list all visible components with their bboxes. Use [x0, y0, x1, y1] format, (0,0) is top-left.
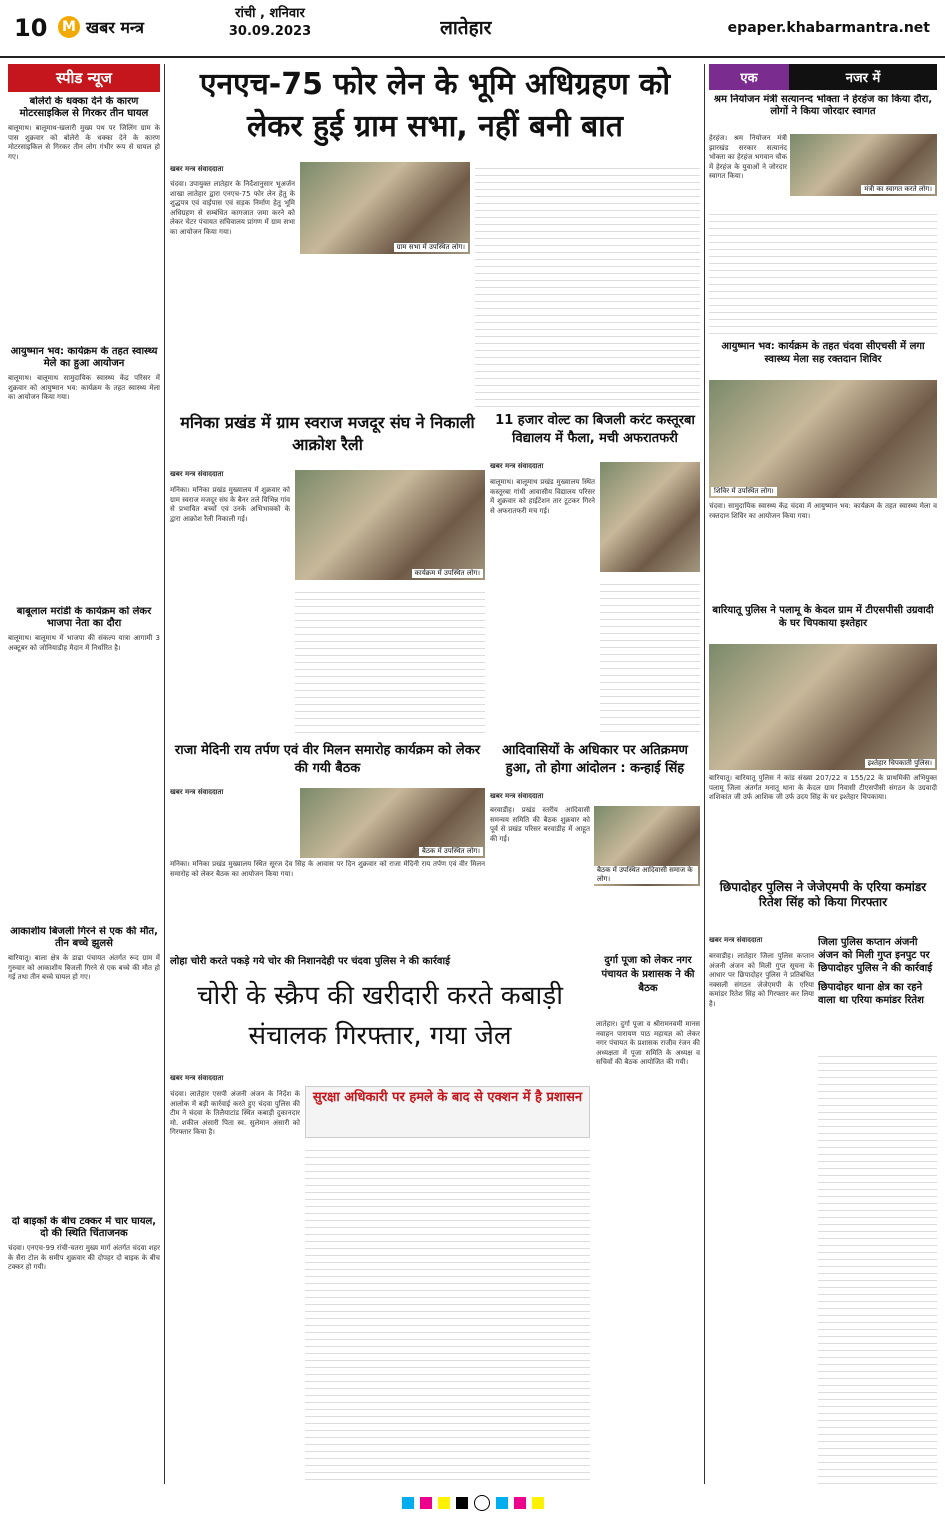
adivasi-body: बरवाडीह। प्रखंड स्तरीय आदिवासी समन्वय समिति की बैठक शुक्रवार को पूर्व से प्रखंड परिसर बरवाडीह में आहूत की गई।	[490, 806, 590, 843]
chhipadohar-byline: खबर मन्त्र संवाददाता	[709, 936, 763, 944]
chhipadohar-points	[818, 936, 937, 1046]
speed-news-item	[8, 96, 160, 346]
durga-headline: दुर्गा पूजा को लेकर नगर पंचायत के प्रशासक ने की बैठक	[601, 955, 695, 994]
registration-swatch	[496, 1497, 508, 1509]
durga-body: लातेहार। दुर्गा पूजा व श्रीरामनवमी मानस नवाहन पारायण पाठ महायज्ञ को लेकर नगर पंचायत के प्रशासक राजीव रंजन की अध्यक्षता में पूजा समिति के अध्यक्ष व सचिवों की बैठक आयोजित की गयी।	[596, 1020, 700, 1066]
bariyatu-photo	[709, 644, 937, 770]
speed-news-headline: दो बाइकों के बीच टक्कर में चार घायल, दो की स्थिति चिंताजनक	[11, 1216, 157, 1239]
scrap-body: चंदवा। लातेहार एसपी अंजनी अंजन के निर्देश के आलोक में बड़ी कार्रवाई करते हुए चंदवा पुलिस की टीम ने चंदवा के तिलैयाटांड स्थित कबाड़ी दुकानदार मो. शकील अंसारी पिता स्व. सुलेमान अंसारी को गिरफ्तार किया है।	[170, 1090, 300, 1136]
camp-body: चंदवा। सामुदायिक स्वास्थ्य केंद्र चंदवा में आयुष्मान भव: कार्यक्रम के तहत स्वास्थ्य मेला व रक्तदान शिविर का आयोजन किया गया।	[709, 502, 937, 520]
speed-news-item	[8, 1216, 160, 1476]
registration-swatch	[514, 1497, 526, 1509]
registration-swatch	[438, 1497, 450, 1509]
ek-nazar-headline: श्रम नियोजन मंत्री सत्यानन्द भोक्ता ने हेरहंज का किया दौरा, लोगों ने किया जोरदार स्वागत	[713, 94, 933, 117]
column-divider	[704, 64, 705, 1484]
raja-medini-headline: राजा मेदिनी राय तर्पण एवं वीर मिलन समारोह कार्यक्रम को लेकर की गयी बैठक	[174, 743, 481, 776]
camp-photo-caption: शिविर में उपस्थित लोग।	[711, 487, 777, 496]
lead-byline: खबर मन्त्र संवाददाता	[170, 165, 224, 173]
adivasi-photo	[594, 806, 700, 886]
color-registration-strip	[0, 1494, 945, 1512]
ek-nazar-tag: एक नजर में	[709, 64, 937, 90]
adivasi-headline: आदिवासियों के अधिकार पर अतिक्रमण हुआ, तो होगा आंदोलन : कन्हाई सिंह	[502, 743, 688, 776]
ek-nazar-photo	[790, 134, 937, 196]
registration-target-icon	[474, 1495, 490, 1511]
speed-news-column	[8, 96, 160, 1486]
kasturba-body: बालूमाथ। बालूमाथ प्रखंड मुख्यालय स्थित कस्तूरबा गांधी आवासीय विद्यालय परिसर में शुक्रवार को हाईटेंशन तार टूटकर गिरने से अफरातफरी मच गई।	[490, 478, 595, 515]
ek-nazar-photo-caption: मंत्री का स्वागत करते लोग।	[861, 185, 935, 194]
chhipadohar-body-continued	[818, 1050, 937, 1484]
manika-rally-body-continued	[295, 586, 485, 736]
raja-medini-byline: खबर मन्त्र संवाददाता	[170, 788, 224, 796]
chhipadohar-headline: छिपादोहर पुलिस ने जेजेएमपी के एरिया कमांडर रितेश सिंह को किया गिरफ्तार	[719, 880, 927, 909]
manika-rally-body: मनिका। मनिका प्रखंड मुख्यालय में शुक्रवार को ग्राम स्वराज मजदूर संघ के बैनर तले विभिन्न गांव से प्रभावित बच्चों एवं उनके अभिभावकों के द्वारा आक्रोश रैली निकाली गई।	[170, 486, 290, 523]
registration-swatch	[456, 1497, 468, 1509]
registration-swatch	[420, 1497, 432, 1509]
speed-news-body: बालूमाथ। बालूमाथ-खलारी मुख्य पथ पर जिलिंग ग्राम के पास शुक्रवार को बोलेरो के धक्का देने के कारण मोटरसाइकिल से गिरकर तीन लोग गंभीर रूप से घायल हो गए।	[8, 124, 160, 161]
speed-news-item	[8, 606, 160, 926]
masthead	[0, 0, 945, 58]
speed-news-body: बालूमाथ। बालूमाथ में भाजपा की संकल्प यात्रा आगामी 3 अक्टूबर को जोनियाडीह मैदान में निर्धारित है।	[8, 634, 160, 652]
camp-photo	[709, 380, 937, 498]
ek-nazar-body: हेरहंज। श्रम नियोजन मंत्री झारखंड सरकार सत्यानंद भोक्ता का हेरहंज भगवान चौक में हेरहंज के युवाओं ने जोरदार स्वागत किया।	[709, 134, 787, 180]
raja-medini-photo	[300, 788, 485, 858]
adivasi-photo-caption: बैठक में उपस्थित आदिवासी समाज के लोग।	[594, 866, 698, 884]
speed-news-item	[8, 346, 160, 606]
epaper-link[interactable]: epaper.khabarmantra.net	[727, 20, 930, 36]
speed-news-body: बारियातू। बाला क्षेत्र के डाढा पंचायत अंतर्गत रूद ग्राम में गुरुवार को आकाशीय बिजली गिरने से एक बच्चे की मौत हो गई तथा तीन बच्चे घायल हो गए।	[8, 954, 160, 981]
scrap-inset: सुरक्षा अधिकारी पर हमले के बाद से एक्शन में है प्रशासन	[305, 1086, 590, 1138]
scrap-headline: चोरी के स्क्रैप की खरीदारी करते कबाड़ी संचालक गिरफ्तार, गया जेल	[197, 981, 563, 1051]
scrap-byline: खबर मन्त्र संवाददाता	[170, 1074, 224, 1082]
dateline	[200, 5, 340, 41]
manika-rally-photo-caption: कार्यक्रम में उपस्थित लोग।	[412, 569, 484, 578]
speed-news-headline: बाबूलाल मरांडी के कार्यक्रम को लेकर भाजपा नेता का दौरा	[16, 606, 152, 629]
speed-news-headline: बोलेरो के धक्का देने के कारण मोटरसाइकिल से गिरकर तीन घायल	[19, 96, 149, 119]
speed-news-body: बालूमाथ। बालूमाथ सामुदायिक स्वास्थ्य केंद्र परिसर में शुक्रवार को आयुष्मान भव: कार्यक्रम के तहत स्वास्थ्य मेला का आयोजन किया गया।	[8, 374, 160, 401]
lead-body-continued	[300, 260, 470, 400]
scrap-kicker: लोहा चोरी करते पकड़े गये चोर की निशानदेही पर चंदवा पुलिस ने की कार्रवाई	[170, 956, 450, 967]
manika-rally-photo	[295, 470, 485, 580]
registration-swatch	[402, 1497, 414, 1509]
speed-news-headline: आकाशीय बिजली गिरने से एक की मौत, तीन बच्चे झुलसे	[10, 926, 158, 949]
chhipadohar-point: जिला पुलिस कप्तान अंजनी अंजन को मिली गुप्त इनपुट पर छिपादोहर पुलिस ने की कार्रवाई	[818, 937, 933, 974]
ek-nazar-body-continued	[709, 208, 937, 338]
district-name: लातेहार	[440, 17, 492, 39]
kasturba-headline: 11 हजार वोल्ट का बिजली करंट कस्तूरबा विद्यालय में फैला, मची अफरातफरी	[495, 413, 695, 446]
speed-news-headline: आयुष्मान भव: कार्यक्रम के तहत स्वास्थ्य मेले का हुआ आयोजन	[10, 346, 158, 369]
speed-news-item	[8, 926, 160, 1216]
lead-photo	[300, 162, 470, 254]
raja-medini-photo-caption: बैठक में उपस्थित लोग।	[419, 847, 483, 856]
kasturba-byline: खबर मन्त्र संवाददाता	[490, 462, 544, 470]
bariyatu-photo-caption: इश्तेहार चिपकाती पुलिस।	[865, 759, 935, 768]
lead-headline: एनएच-75 फोर लेन के भूमि अधिग्रहण को लेकर हुई ग्राम सभा, नहीं बनी बात	[199, 67, 671, 144]
registration-swatch	[532, 1497, 544, 1509]
dateline-city: रांची , शनिवार	[235, 6, 305, 21]
brand-mark-icon: M	[58, 16, 80, 38]
bariyatu-body: बारियातू। बारियातू पुलिस ने कांड संख्या 207/22 व 155/22 के प्राथमिकी अभियुक्त पलामू जिला अंतर्गत मनातू थाना के केदल ग्राम निवासी टीएसपीसी संगठन के उग्रवादी शशिकांत जी उर्फ आशिक जी उर्फ उदय सिंह के घर इश्तेहार चिपकाया।	[709, 774, 937, 801]
speed-news-tag: स्पीड न्यूज	[8, 64, 160, 92]
brand-name: खबर मन्त्र	[86, 18, 144, 37]
speed-news-body: चंदवा। एनएच-99 रांची-चतरा मुख्य मार्ग अंतर्गत चंदवा शहर के सैरा टोल के समीप शुक्रवार की दोपहर दो बाइक के बीच टक्कर हो गयी।	[8, 1244, 160, 1271]
kasturba-photo	[600, 462, 700, 572]
lead-body: चंदवा। उपायुक्त लातेहार के निर्देशानुसार भूअर्जन शाखा लातेहार द्वारा एनएच-75 फोर लेन हेतु के शुद्धपत्र एवं वाईपास एवं सड़क निर्माण हेतु भूमि अधिग्रहण से सम्बंधित कागजात जमा करने को लेकर चेटर पंचायत सचिवालय प्रांगण में ग्राम सभा का आयोजन किया गया।	[170, 180, 295, 236]
kasturba-body-continued	[600, 578, 700, 736]
dateline-date: 30.09.2023	[228, 24, 312, 39]
chhipadohar-point: छिपादोहर थाना क्षेत्र का रहने वाला था एरिया कमांडर रितेश	[818, 982, 924, 1006]
bariyatu-headline: बारियातू पुलिस ने पलामू के केदल ग्राम में टीएसपीसी उग्रवादी के घर चिपकाया इश्तेहार	[712, 605, 934, 629]
lead-photo-caption: ग्राम सभा में उपस्थित लोग।	[394, 243, 468, 252]
page-number: 10	[14, 14, 48, 42]
camp-headline: आयुष्मान भव: कार्यक्रम के तहत चंदवा सीएचसी में लगा स्वास्थ्य मेला सह रक्तदान शिविर	[721, 341, 925, 365]
scrap-body-continued	[305, 1144, 590, 1484]
adivasi-byline: खबर मन्त्र संवाददाता	[490, 792, 544, 800]
manika-rally-byline: खबर मन्त्र संवाददाता	[170, 470, 224, 478]
column-divider	[164, 64, 165, 1484]
chhipadohar-body: बरवाडीह। लातेहार जिला पुलिस कप्तान अंजनी अंजन को मिली गुप्त सूचना के आधार पर छिपादोहर पुलिस ने प्रतिबंधित नक्सली संगठन जेजेएमपी के एरिया कमांडर रितेश सिंह को गिरफ्तार कर लिया है।	[709, 952, 814, 1008]
manika-rally-headline: मनिका प्रखंड में ग्राम स्वराज मजदूर संघ ने निकाली आक्रोश रैली	[180, 413, 475, 454]
lead-body-columns	[475, 162, 700, 410]
raja-medini-body: मनिका। मनिका प्रखंड मुख्यालय स्थित सूरज देव सिंह के आवास पर दिन शुक्रवार को राजा मेदिनी राय तर्पण एवं वीर मिलन समारोह को लेकर बैठक का आयोजन किया गया।	[170, 860, 485, 878]
